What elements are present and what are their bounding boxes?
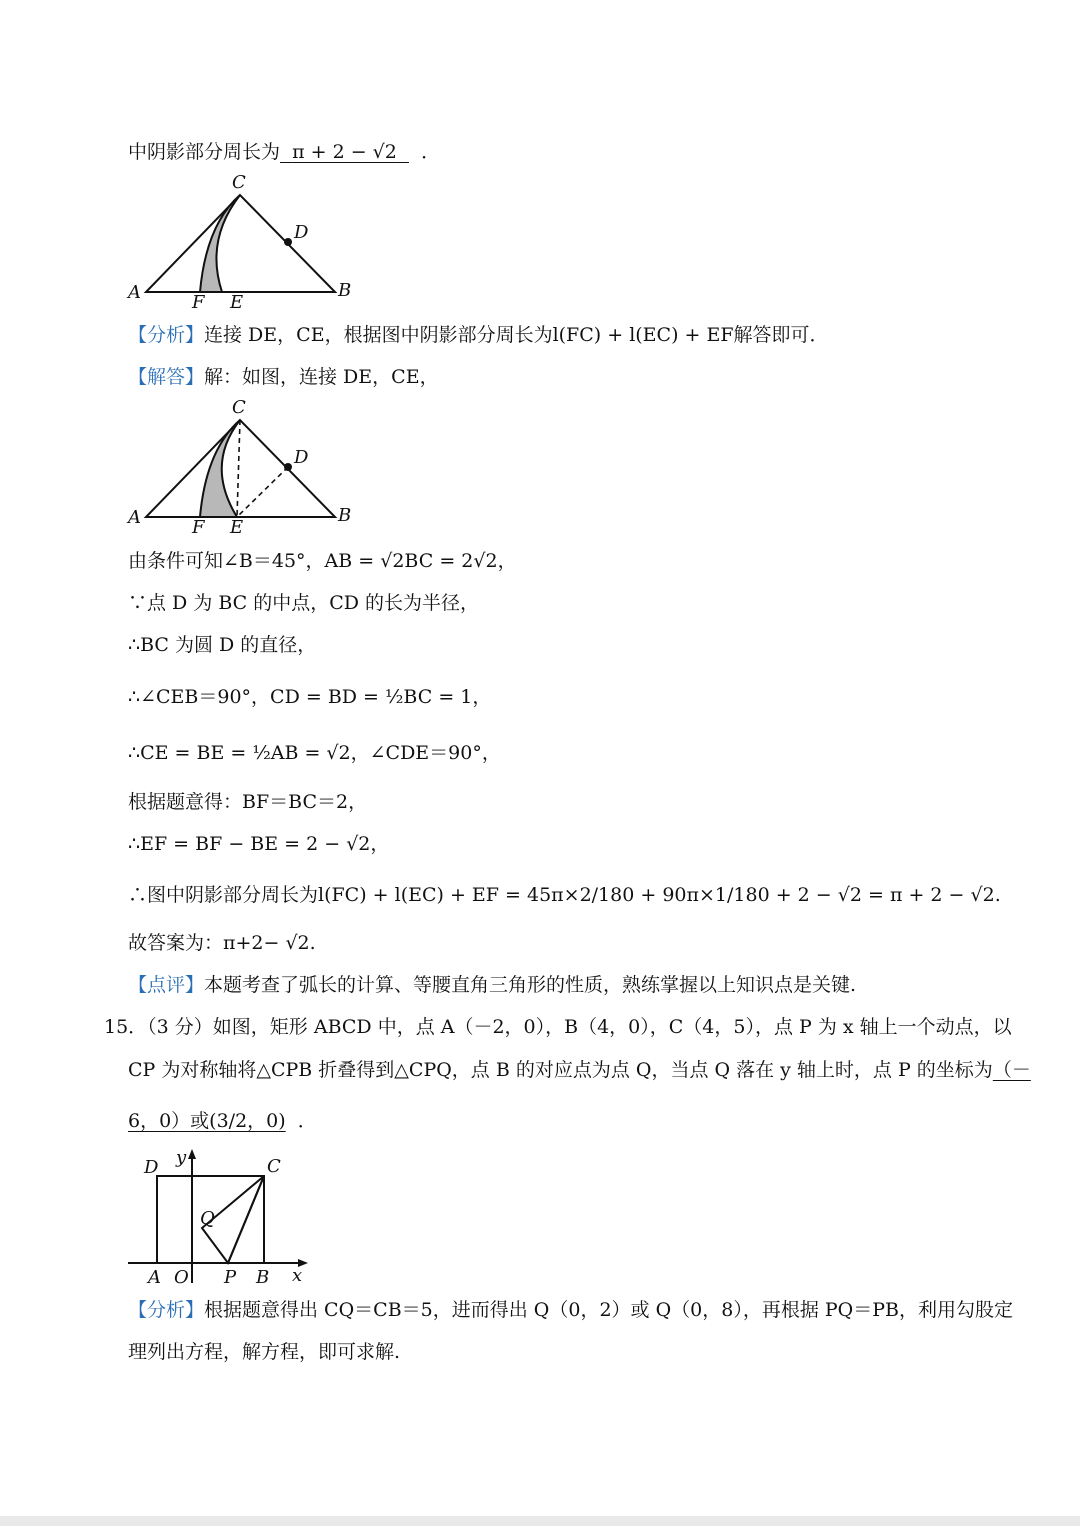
step-7: ∴EF = BF − BE = 2 − √2， (128, 833, 390, 855)
triangle-abc (146, 420, 335, 517)
label-y: y (176, 1147, 187, 1168)
step-2: ∵点 D 为 BC 的中点，CD 的长为半径， (128, 592, 480, 614)
step-1: 由条件可知∠B＝45°，AB = √2BC = 2√2， (128, 550, 517, 572)
segment-cp (228, 1176, 264, 1263)
label-e: E (230, 517, 244, 538)
label-d: D (294, 447, 309, 468)
point-d (284, 463, 292, 471)
problem-15-line-3: 6，0）或(3/2，0) ． (128, 1110, 317, 1132)
label-p: P (224, 1267, 237, 1288)
label-b: B (256, 1267, 270, 1288)
label-c: C (232, 397, 246, 418)
triangle-figure-1 (120, 170, 360, 315)
label-o: O (174, 1267, 189, 1288)
step-9: 故答案为：π+2− √2. (128, 932, 316, 954)
triangle-abc (146, 195, 335, 292)
label-c: C (232, 172, 246, 193)
label-a: A (128, 282, 141, 303)
shaded-region (200, 195, 240, 292)
problem-15-answer-start: （－ (992, 1059, 1031, 1081)
rectangle-figure (120, 1145, 320, 1290)
y-axis-arrow (188, 1149, 196, 1159)
step-3: ∴BC 为圆 D 的直径， (128, 634, 317, 656)
triangle-figure-2 (120, 395, 360, 545)
comment-1: 【点评】本题考查了弧长的计算、等腰直角三角形的性质，熟练掌握以上知识点是关键. (128, 974, 857, 996)
analysis-2-line-1: 【分析】根据题意得出 CQ＝CB＝5，进而得出 Q（0，2）或 Q（0，8），再根据 PQ＝PB，利用勾股定 (128, 1299, 1013, 1321)
scan-bottom-edge (0, 1516, 1080, 1526)
label-q: Q (200, 1208, 215, 1229)
intro-line: 中阴影部分周长为 π + 2 − √2 ． (128, 141, 441, 163)
label-a: A (128, 507, 141, 528)
analysis-2-line-2: 理列出方程，解方程，即可求解. (128, 1341, 401, 1363)
label-d: D (294, 222, 309, 243)
problem-15-line-2: CP 为对称轴将△CPB 折叠得到△CPQ，点 B 的对应点为点 Q，当点 Q 落在 y 轴上时，点 P 的坐标为（－ (128, 1059, 1031, 1081)
label-f: F (192, 517, 205, 538)
label-a: A (148, 1267, 161, 1288)
shaded-region (200, 420, 240, 517)
label-b: B (338, 505, 352, 526)
step-6: 根据题意得：BF＝BC＝2， (128, 791, 368, 813)
label-b: B (338, 280, 352, 301)
solution-1: 【解答】解：如图，连接 DE，CE， (128, 366, 439, 388)
label-x: x (292, 1265, 303, 1286)
step-8: ∴图中阴影部分周长为l(FC) + l(EC) + EF = 45π×2/180 + 90π×1/180 + 2 − √2 = π + 2 − √2. (128, 884, 1001, 906)
label-d: D (144, 1157, 159, 1178)
label-e: E (230, 292, 244, 313)
label-f: F (192, 292, 205, 313)
step-5: ∴CE = BE = ½AB = √2，∠CDE＝90°， (128, 742, 501, 764)
point-d (284, 238, 292, 246)
dashed-de (237, 467, 288, 517)
label-c: C (267, 1156, 281, 1177)
intro-answer: π + 2 − √2 (292, 141, 397, 163)
problem-15-answer-end: 6，0）或(3/2，0) (128, 1110, 286, 1132)
step-4: ∴∠CEB＝90°，CD = BD = ½BC = 1， (128, 686, 492, 708)
dashed-ce (237, 420, 240, 517)
problem-15-line-1: 15．（3 分）如图，矩形 ABCD 中，点 A（－2，0），B（4，0），C（4，5），点 P 为 x 轴上一个动点，以 (104, 1016, 1012, 1038)
analysis-1: 【分析】连接 DE，CE，根据图中阴影部分周长为l(FC) + l(EC) + EF解答即可． (128, 324, 829, 346)
